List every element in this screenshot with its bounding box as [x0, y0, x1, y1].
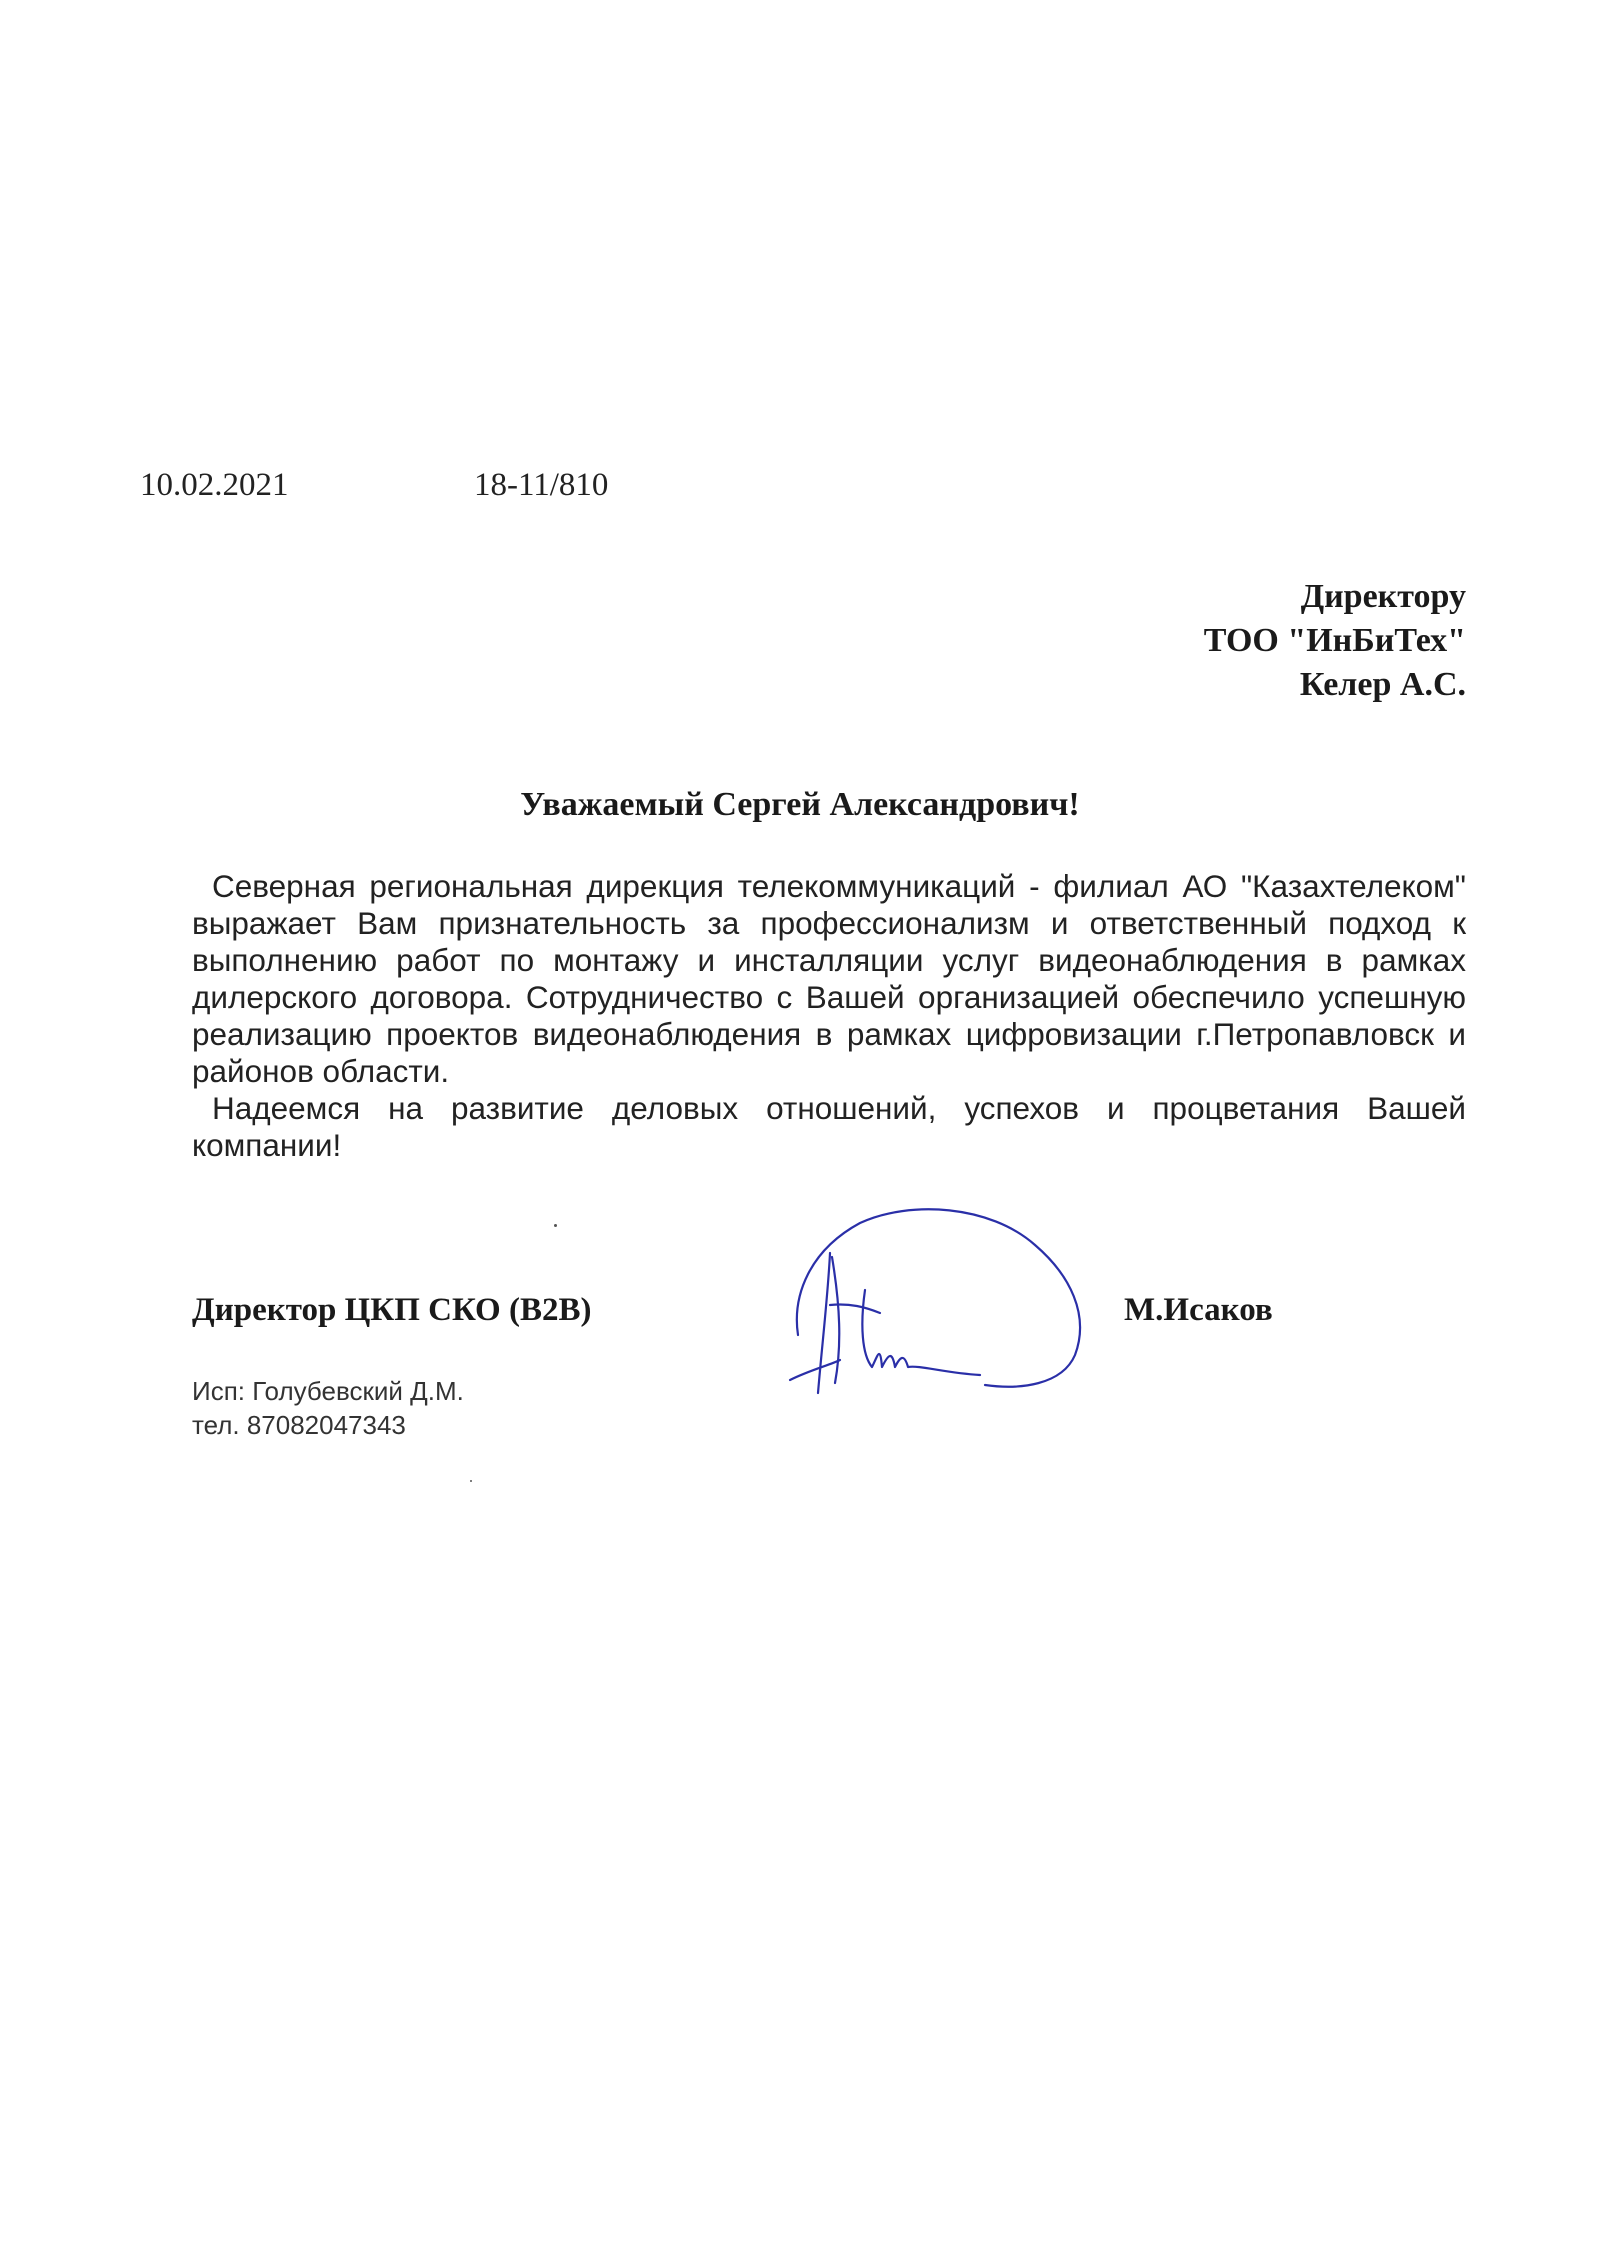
handwritten-signature	[770, 1195, 1100, 1415]
addressee-name: Келер А.С.	[1299, 666, 1466, 703]
letter-date: 10.02.2021	[140, 467, 289, 503]
signatory-name: М.Исаков	[1124, 1292, 1273, 1328]
salutation: Уважаемый Сергей Александрович!	[520, 786, 1080, 823]
addressee-position: Директору	[1300, 578, 1466, 615]
scan-speck	[470, 1480, 472, 1482]
signatory-title: Директор ЦКП СКО (B2B)	[192, 1292, 592, 1328]
executor-name: Исп: Голубевский Д.М.	[192, 1376, 464, 1406]
addressee-company: ТОО "ИнБиТех"	[1203, 622, 1466, 659]
scan-speck	[554, 1224, 557, 1227]
addressee-block	[1204, 575, 1466, 707]
letter-reference-number: 18-11/810	[474, 467, 609, 503]
body-paragraph-1: Северная региональная дирекция телекоммуникаций - филиал АО "Казахтелеком" выражает Вам признательность за профессионализм и ответственный подход к выполнению работ по монтажу и инсталляции услуг видеонаблюдения в рамках дилерского договора. Сотрудничество с Вашей организацией обеспечило успешную реализацию проектов видеонаблюдения в рамках цифровизации г.Петропавловск и районов области.	[192, 868, 1466, 1089]
executor-block	[192, 1374, 464, 1442]
body-paragraph-2: Надеемся на развитие деловых отношений, успехов и процветания Вашей компании!	[192, 1090, 1466, 1163]
executor-phone: тел. 87082047343	[192, 1410, 406, 1440]
letter-body	[192, 868, 1466, 1164]
